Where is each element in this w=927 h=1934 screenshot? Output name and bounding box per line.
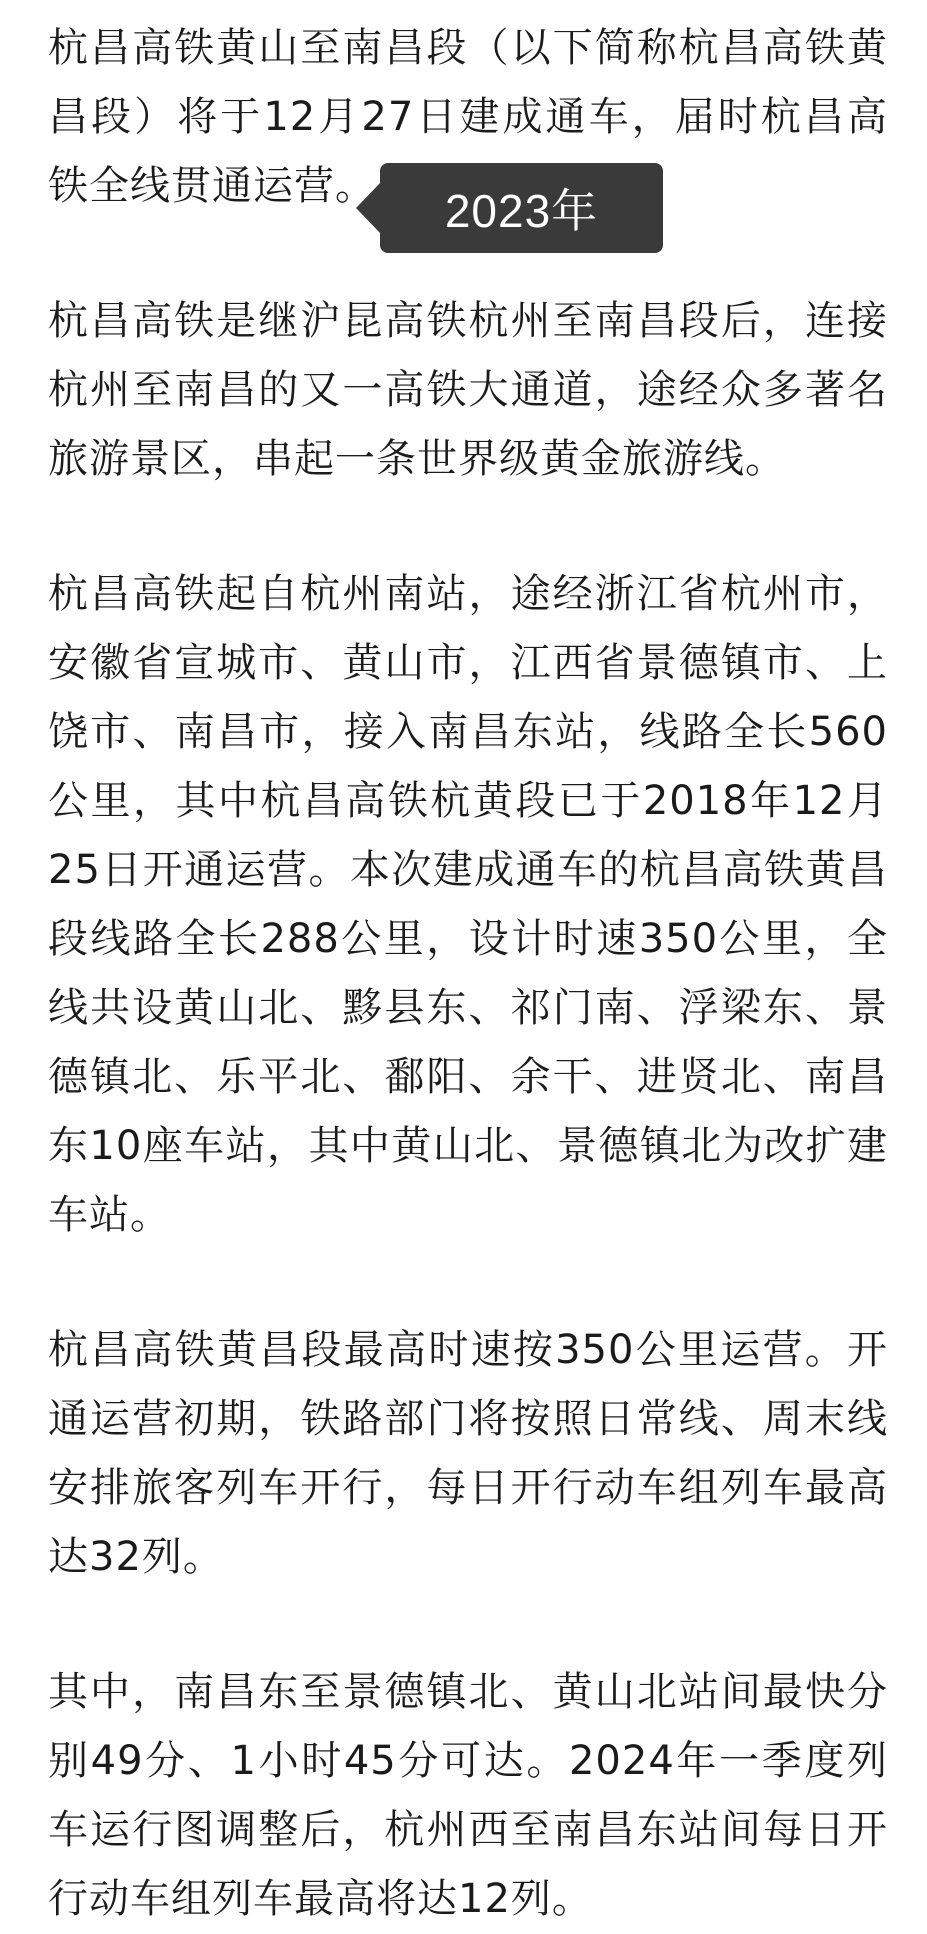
paragraph-3: 杭昌高铁起自杭州南站，途经浙江省杭州市，安徽省宣城市、黄山市，江西省景德镇市、上饶市、南昌市，接入南昌东站，线路全长560公里，其中杭昌高铁杭黄段已于2018年12月25日开通运营。本次建成通车的杭昌高铁黄昌段线路全长288公里，设计时速350公里，全线共设黄山北、黟县东、祁门南、浮梁东、景德镇北、乐平北、鄱阳、余干、进贤北、南昌东10座车站，其中黄山北、景德镇北为改扩建车站。 bbox=[48, 571, 888, 1238]
article-body bbox=[48, 14, 888, 1934]
paragraph-5: 其中，南昌东至景德镇北、黄山北站间最快分别49分、1小时45分可达。2024年一季度列车运行图调整后，杭州西至南昌东站间每日开行动车组列车最高将达12列。 bbox=[48, 1669, 888, 1922]
tooltip-pointer bbox=[356, 181, 382, 235]
paragraph-4: 杭昌高铁黄昌段最高时速按350公里运营。开通运营初期，铁路部门将按照日常线、周末线安排旅客列车开行，每日开行动车组列车最高达32列。 bbox=[48, 1327, 888, 1580]
paragraph-1: 杭昌高铁黄山至南昌段（以下简称杭昌高铁黄昌段）将于12月27日建成通车，届时杭昌高铁全线贯通运营。 bbox=[48, 25, 888, 209]
date-tooltip bbox=[380, 163, 663, 253]
tooltip-text: 2023年 bbox=[444, 185, 599, 237]
paragraph-2: 杭昌高铁是继沪昆高铁杭州至南昌段后，连接杭州至南昌的又一高铁大通道，途经众多著名旅游景区，串起一条世界级黄金旅游线。 bbox=[48, 298, 888, 482]
